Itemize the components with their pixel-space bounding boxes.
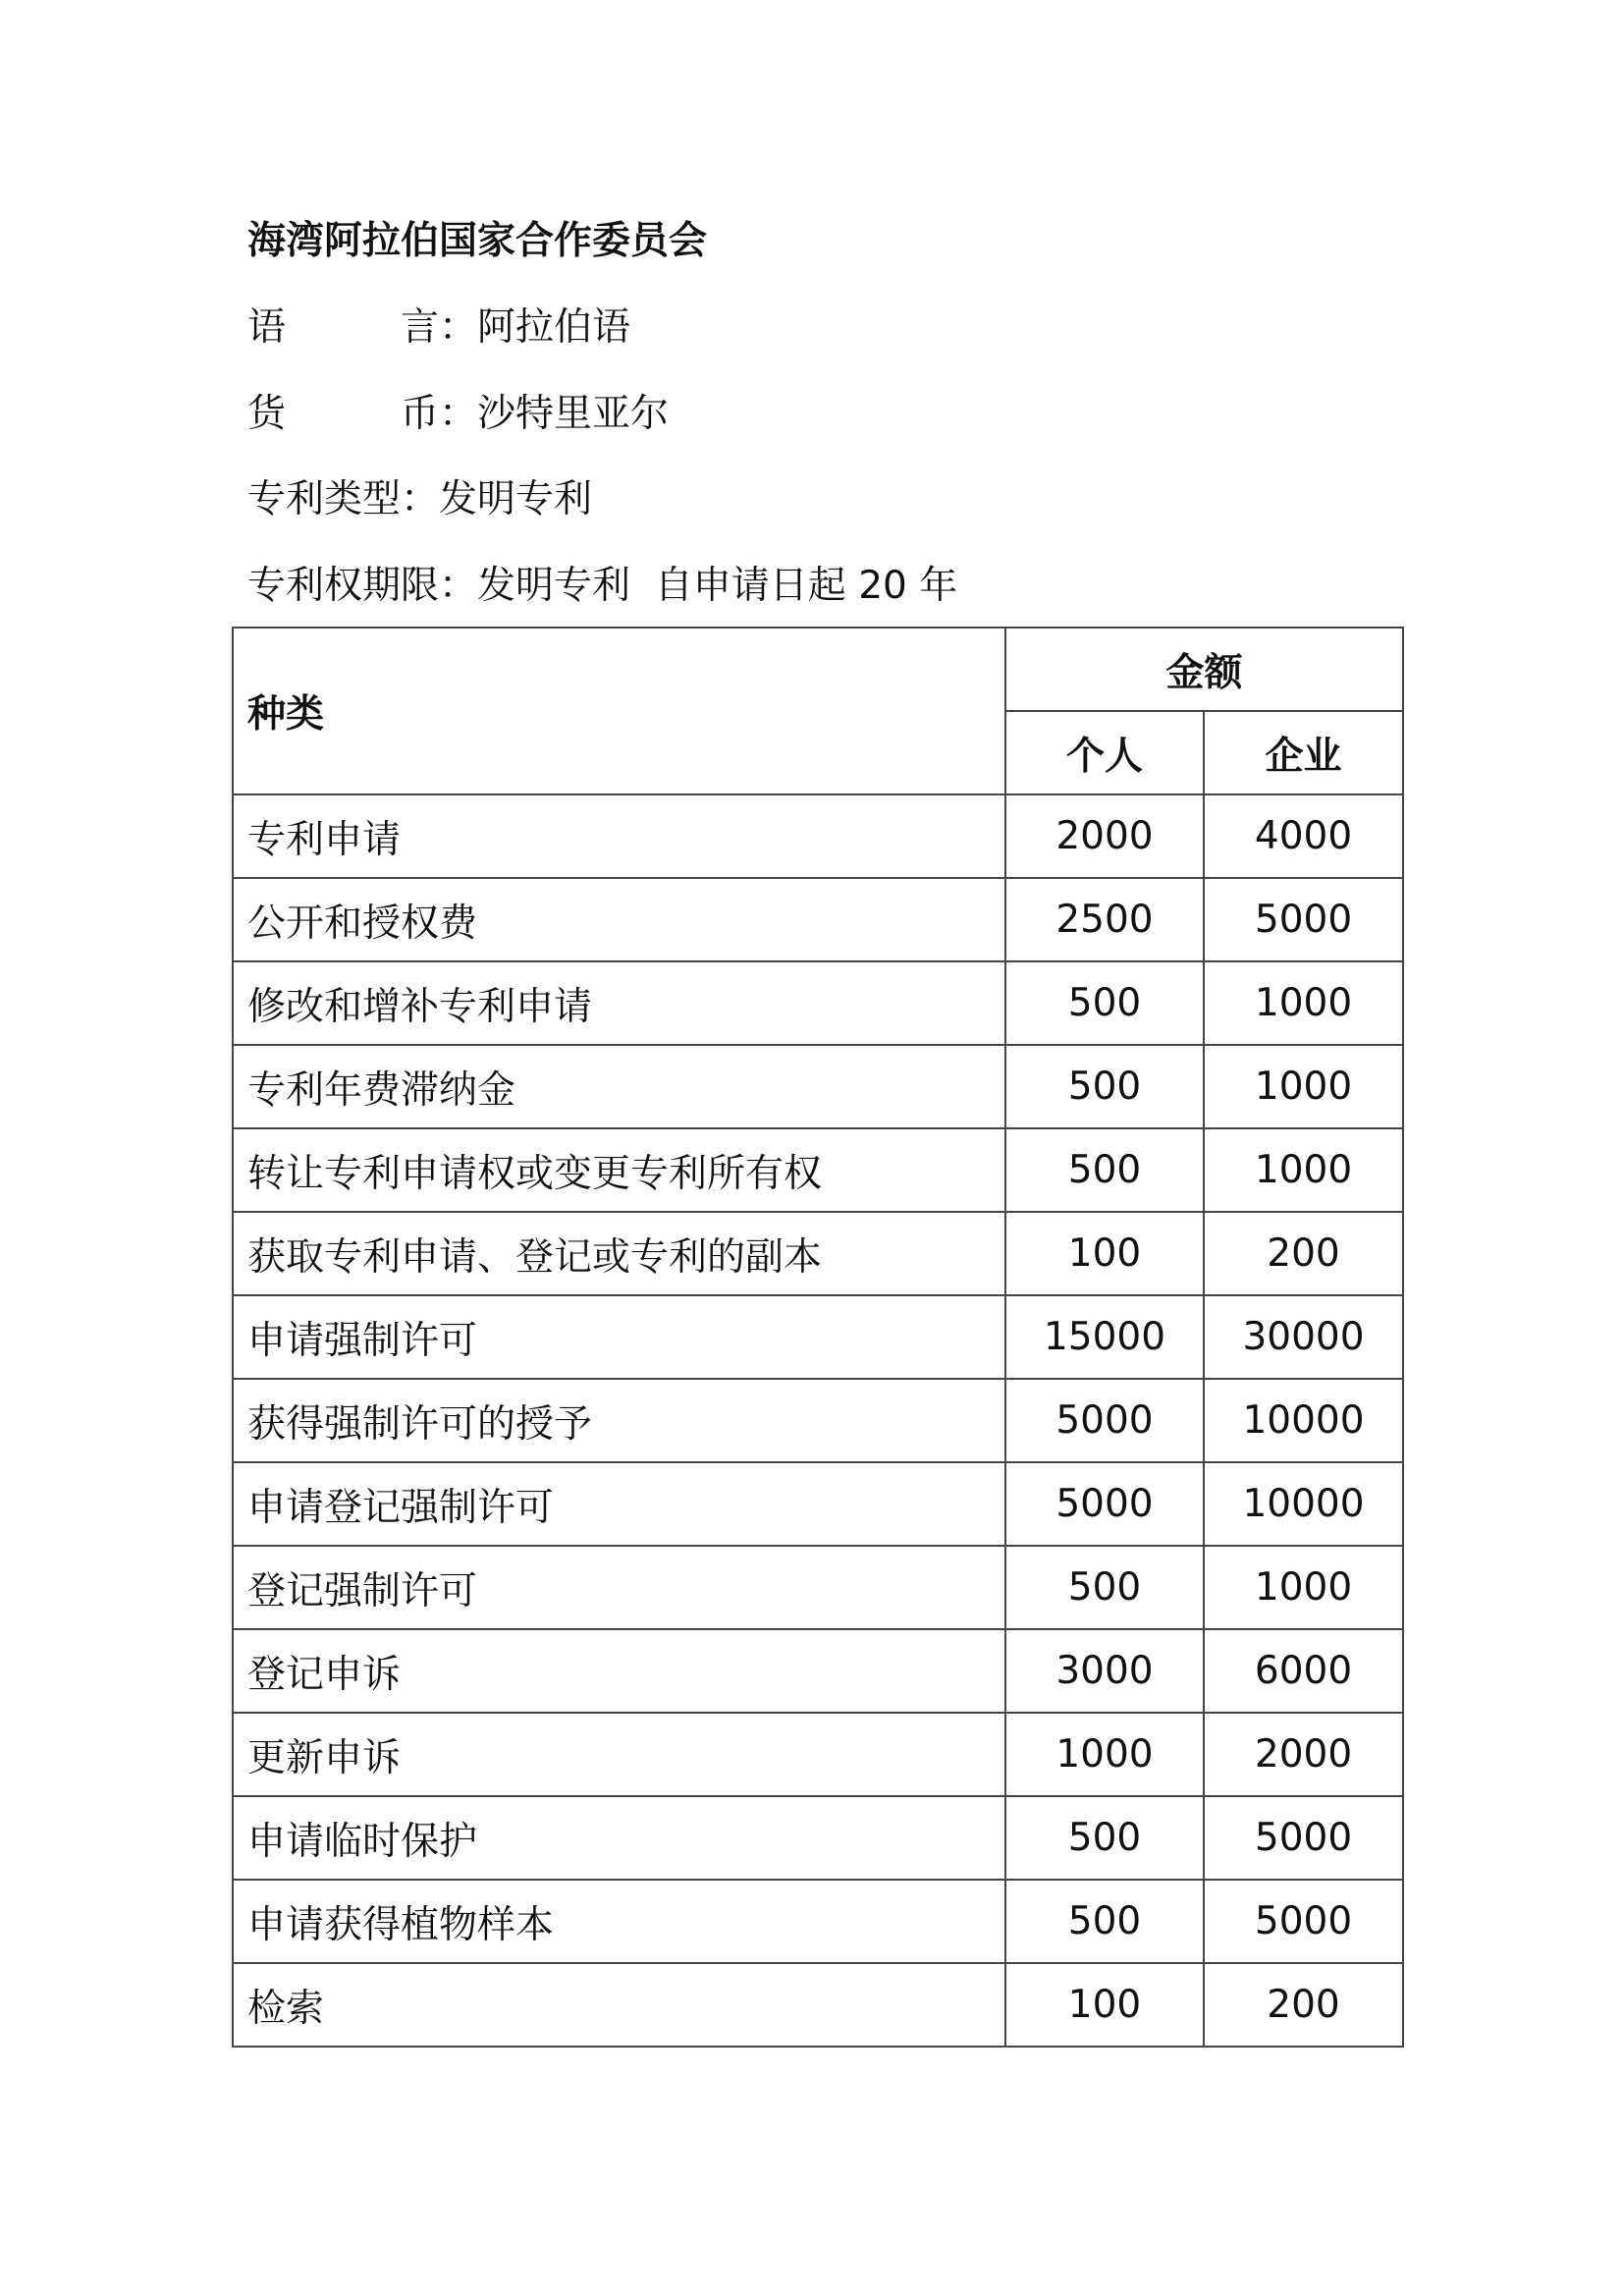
column-header-enterprise: 企业 <box>1204 711 1403 794</box>
fee-table <box>232 627 1404 2048</box>
meta-currency-label-char-1: 货 <box>247 392 287 436</box>
column-header-individual: 个人 <box>1005 711 1204 794</box>
fee-kind-cell: 转让专利申请权或变更专利所有权 <box>233 1128 1005 1212</box>
enterprise-fee-cell: 200 <box>1204 1212 1403 1295</box>
meta-patent-term-label: 专利权期限 <box>247 564 440 608</box>
fee-kind-cell: 修改和增补专利申请 <box>233 961 1005 1045</box>
enterprise-fee-cell: 4000 <box>1204 794 1403 878</box>
meta-language-colon: ： <box>439 305 478 350</box>
table-row <box>233 1462 1403 1546</box>
column-header-amount: 金额 <box>1005 628 1403 711</box>
fee-kind-cell: 申请获得植物样本 <box>233 1880 1005 1963</box>
individual-fee-cell: 100 <box>1005 1963 1204 2047</box>
enterprise-fee-cell: 1000 <box>1204 1128 1403 1212</box>
meta-patent-term <box>247 559 957 614</box>
individual-fee-cell: 500 <box>1005 961 1204 1045</box>
table-row <box>233 1295 1403 1379</box>
meta-language-value: 阿拉伯语 <box>477 305 631 350</box>
meta-language-label <box>247 301 439 355</box>
meta-currency-label <box>247 387 439 442</box>
individual-fee-cell: 500 <box>1005 1546 1204 1629</box>
table-row <box>233 1796 1403 1880</box>
table-row <box>233 1212 1403 1295</box>
table-row <box>233 961 1403 1045</box>
table-row <box>233 794 1403 878</box>
individual-fee-cell: 15000 <box>1005 1295 1204 1379</box>
individual-fee-cell: 100 <box>1005 1212 1204 1295</box>
fee-kind-cell: 专利申请 <box>233 794 1005 878</box>
fee-kind-cell: 获取专利申请、登记或专利的副本 <box>233 1212 1005 1295</box>
fee-kind-cell: 申请强制许可 <box>233 1295 1005 1379</box>
fee-kind-cell: 登记申诉 <box>233 1629 1005 1713</box>
individual-fee-cell: 3000 <box>1005 1629 1204 1713</box>
enterprise-fee-cell: 5000 <box>1204 878 1403 961</box>
fee-kind-cell: 专利年费滞纳金 <box>233 1045 1005 1128</box>
document-title: 海湾阿拉伯国家合作委员会 <box>247 219 708 263</box>
table-row <box>233 1128 1403 1212</box>
fee-kind-cell: 更新申诉 <box>233 1713 1005 1796</box>
individual-fee-cell: 2500 <box>1005 878 1204 961</box>
individual-fee-cell: 1000 <box>1005 1713 1204 1796</box>
column-header-kind: 种类 <box>233 628 1005 794</box>
fee-kind-cell: 公开和授权费 <box>233 878 1005 961</box>
individual-fee-cell: 5000 <box>1005 1379 1204 1462</box>
meta-language-label-char-1: 语 <box>247 305 287 350</box>
meta-patent-term-colon: ： <box>439 564 478 608</box>
enterprise-fee-cell: 1000 <box>1204 961 1403 1045</box>
fee-kind-cell: 登记强制许可 <box>233 1546 1005 1629</box>
fee-table-header-row-1 <box>233 628 1403 711</box>
table-row <box>233 1963 1403 2047</box>
enterprise-fee-cell: 10000 <box>1204 1379 1403 1462</box>
fee-kind-cell: 检索 <box>233 1963 1005 2047</box>
meta-patent-type-colon: ： <box>401 477 440 521</box>
table-row <box>233 1379 1403 1462</box>
table-row <box>233 1546 1403 1629</box>
meta-currency-label-char-2: 币 <box>400 392 439 436</box>
meta-currency-colon: ： <box>439 392 478 436</box>
fee-table-body <box>233 794 1403 2047</box>
enterprise-fee-cell: 5000 <box>1204 1796 1403 1880</box>
enterprise-fee-cell: 30000 <box>1204 1295 1403 1379</box>
enterprise-fee-cell: 6000 <box>1204 1629 1403 1713</box>
meta-currency <box>247 387 669 442</box>
individual-fee-cell: 500 <box>1005 1045 1204 1128</box>
individual-fee-cell: 500 <box>1005 1128 1204 1212</box>
individual-fee-cell: 500 <box>1005 1796 1204 1880</box>
individual-fee-cell: 2000 <box>1005 794 1204 878</box>
meta-language <box>247 301 630 355</box>
meta-patent-type-label: 专利类型 <box>247 477 402 521</box>
fee-kind-cell: 获得强制许可的授予 <box>233 1379 1005 1462</box>
enterprise-fee-cell: 10000 <box>1204 1462 1403 1546</box>
fee-kind-cell: 申请临时保护 <box>233 1796 1005 1880</box>
table-row <box>233 1880 1403 1963</box>
fee-table-header <box>233 628 1403 794</box>
enterprise-fee-cell: 1000 <box>1204 1546 1403 1629</box>
meta-patent-type-value: 发明专利 <box>439 477 593 521</box>
meta-patent-type <box>247 472 592 527</box>
meta-language-label-char-2: 言 <box>400 305 439 350</box>
enterprise-fee-cell: 5000 <box>1204 1880 1403 1963</box>
individual-fee-cell: 5000 <box>1005 1462 1204 1546</box>
enterprise-fee-cell: 1000 <box>1204 1045 1403 1128</box>
enterprise-fee-cell: 2000 <box>1204 1713 1403 1796</box>
individual-fee-cell: 500 <box>1005 1880 1204 1963</box>
fee-kind-cell: 申请登记强制许可 <box>233 1462 1005 1546</box>
table-row <box>233 1045 1403 1128</box>
meta-currency-value: 沙特里亚尔 <box>477 392 670 436</box>
table-row <box>233 1629 1403 1713</box>
table-row <box>233 1713 1403 1796</box>
table-row <box>233 878 1403 961</box>
enterprise-fee-cell: 200 <box>1204 1963 1403 2047</box>
meta-patent-term-value: 发明专利 自申请日起 20 年 <box>477 564 958 608</box>
